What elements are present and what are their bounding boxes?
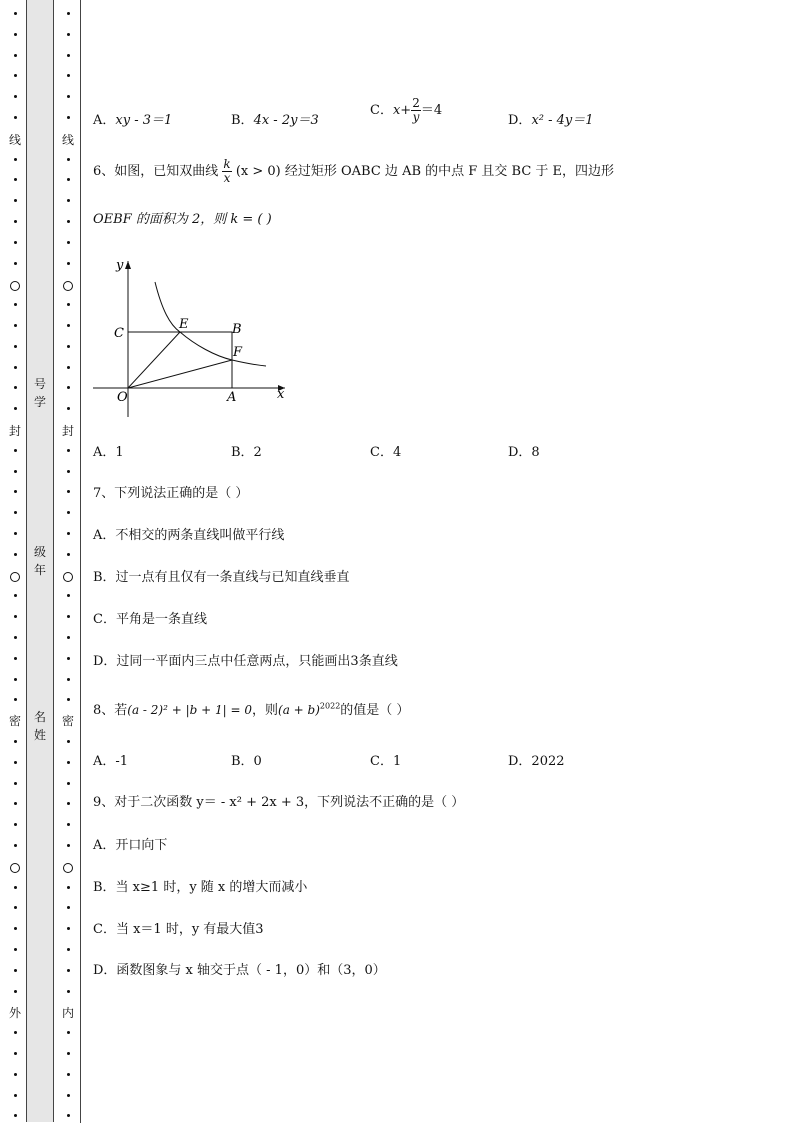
outer-dot [14,1094,17,1097]
inner-dot [67,95,70,98]
inner-dot [67,698,70,701]
outer-dot [14,1073,17,1076]
outer-dot [14,490,17,493]
outer-circle-mark [10,863,20,873]
outer-dot [14,1114,17,1117]
inner-dot [67,906,70,909]
inner-dot [67,12,70,15]
inner-dot [67,844,70,847]
outer-dot [14,948,17,951]
inner-dot [67,761,70,764]
outer-dot [14,678,17,681]
inner-dot [67,366,70,369]
q9-option-c: C．当 x＝1 时，y 有最大值3 [93,922,264,937]
inner-circle-mark [63,572,73,582]
outer-dot [14,823,17,826]
label-y: y [116,258,124,273]
inner-dot [67,594,70,597]
inner-dot [67,1031,70,1034]
outer-dot [14,698,17,701]
outer-dot [14,511,17,514]
outer-dot [14,657,17,660]
label-f: F [233,345,243,360]
segment-oe [128,332,180,388]
outer-dot [14,54,17,57]
inner-dot [67,740,70,743]
q5-option-a: A．xy - 3＝1 [93,113,173,128]
inner-dot [67,324,70,327]
q6-stem-line2: OEBF 的面积为 2，则 k = ( ) [93,212,272,227]
inner-dot [67,262,70,265]
q9-option-b: B．当 x≥1 时，y 随 x 的增大而减小 [93,880,308,895]
inner-dot [67,386,70,389]
q6-option-b: B．2 [231,445,262,460]
q6-option-d: D．8 [508,445,540,460]
outer-dot [14,366,17,369]
q8-stem: 8、若(a - 2)² + |b + 1| = 0，则$(a + b)^{2022}$的值是（ ） [93,701,410,718]
inner-dot [67,782,70,785]
outer-seal-mark: 密 [9,714,22,728]
outer-dot [14,303,17,306]
inner-dot [67,615,70,618]
outer-dot [14,990,17,993]
q6-option-c: C．4 [370,445,402,460]
inner-dot [67,54,70,57]
q9-option-d: D．函数图象与 x 轴交于点（ - 1，0）和（3，0） [93,963,386,978]
inner-dot [67,678,70,681]
q9-option-a: A．开口向下 [93,838,168,853]
inner-dot [67,241,70,244]
inner-seal-mark: 密 [62,714,75,728]
inner-dot [67,1052,70,1055]
outer-dot [14,906,17,909]
inner-dot [67,927,70,930]
inner-dot [67,303,70,306]
outer-dot [14,1031,17,1034]
label-o: O [117,390,128,405]
inner-binding-margin [56,0,81,1123]
inner-dot [67,657,70,660]
inner-dot [67,1114,70,1117]
inner-dot [67,553,70,556]
inner-dot [67,345,70,348]
inner-seal-mark: 内 [62,1006,75,1020]
outer-circle-mark [10,572,20,582]
outer-dot [14,116,17,119]
q8-option-d: D．2022 [508,754,565,769]
outer-dot [14,33,17,36]
segment-of [128,360,232,388]
outer-dot [14,969,17,972]
outer-dot [14,199,17,202]
outer-dot [14,345,17,348]
inner-dot [67,199,70,202]
q5-option-c: C．x+ $\frac{2}{y}$ ＝4 [370,96,443,124]
student-info-strip [26,0,54,1122]
outer-dot [14,178,17,181]
outer-dot [14,158,17,161]
label-c: C [114,326,124,341]
outer-dot [14,407,17,410]
outer-dot [14,12,17,15]
q5-option-d: D．x² - 4y＝1 [508,113,594,128]
inner-seal-mark: 封 [62,424,75,438]
inner-dot [67,1073,70,1076]
inner-dot [67,886,70,889]
outer-dot [14,844,17,847]
q7-option-b: B．过一点有且仅有一条直线与已知直线垂直 [93,570,350,585]
outer-dot [14,386,17,389]
q6-stem-line1: 6、如图，已知双曲线 $\frac{k}{x}$ (x > 0) 经过矩形 OABC 边 AB 的中点 F 且交 BC 于 E，四边形 [93,157,615,185]
inner-seal-mark: 线 [62,133,75,147]
y-axis-arrow [125,261,131,269]
inner-dot [67,823,70,826]
inner-dot [67,178,70,181]
outer-dot [14,615,17,618]
inner-dot [67,407,70,410]
inner-dot [67,948,70,951]
outer-dot [14,802,17,805]
outer-seal-mark: 外 [9,1006,22,1020]
outer-seal-mark: 线 [9,133,22,147]
outer-dot [14,1052,17,1055]
inner-circle-mark [63,863,73,873]
outer-dot [14,636,17,639]
inner-dot [67,532,70,535]
student-id-label: 号 学 [33,377,46,409]
grade-label: 级 年 [33,545,46,577]
inner-dot [67,990,70,993]
q8-option-c: C．1 [370,754,402,769]
name-label: 名 姓 [33,710,46,742]
label-x: x [277,387,285,402]
q7-option-c: C．平角是一条直线 [93,612,207,627]
outer-dot [14,740,17,743]
inner-dot [67,969,70,972]
inner-dot [67,470,70,473]
outer-dot [14,594,17,597]
inner-dot [67,74,70,77]
outer-dot [14,761,17,764]
label-a: A [227,390,237,405]
inner-dot [67,116,70,119]
outer-circle-mark [10,281,20,291]
outer-seal-mark: 封 [9,424,22,438]
outer-dot [14,886,17,889]
q7-stem: 7、下列说法正确的是（ ） [93,486,249,501]
label-b: B [232,322,242,337]
q5-option-b: B．4x - 2y＝3 [231,113,319,128]
outer-dot [14,220,17,223]
outer-dot [14,74,17,77]
outer-dot [14,262,17,265]
label-e: E [179,317,189,332]
q7-option-d: D．过同一平面内三点中任意两点，只能画出3条直线 [93,654,398,669]
outer-dot [14,782,17,785]
inner-circle-mark [63,281,73,291]
inner-dot [67,33,70,36]
outer-dot [14,470,17,473]
outer-dot [14,553,17,556]
q8-option-a: A．-1 [93,754,129,769]
inner-dot [67,490,70,493]
outer-dot [14,324,17,327]
q7-option-a: A．不相交的两条直线叫做平行线 [93,528,285,543]
inner-dot [67,158,70,161]
q6-option-a: A．1 [93,445,124,460]
outer-dot [14,241,17,244]
outer-dot [14,95,17,98]
hyperbola-curve [155,282,266,366]
inner-dot [67,220,70,223]
rectangle-oabc [128,332,232,388]
inner-dot [67,449,70,452]
q6-figure [90,255,290,420]
inner-dot [67,802,70,805]
q8-option-b: B．0 [231,754,262,769]
inner-dot [67,1094,70,1097]
inner-dot [67,636,70,639]
q9-stem: 9、对于二次函数 y＝ - x² + 2x + 3，下列说法不正确的是（ ） [93,795,465,810]
outer-binding-margin [8,0,24,1123]
inner-dot [67,511,70,514]
outer-dot [14,532,17,535]
outer-dot [14,927,17,930]
outer-dot [14,449,17,452]
